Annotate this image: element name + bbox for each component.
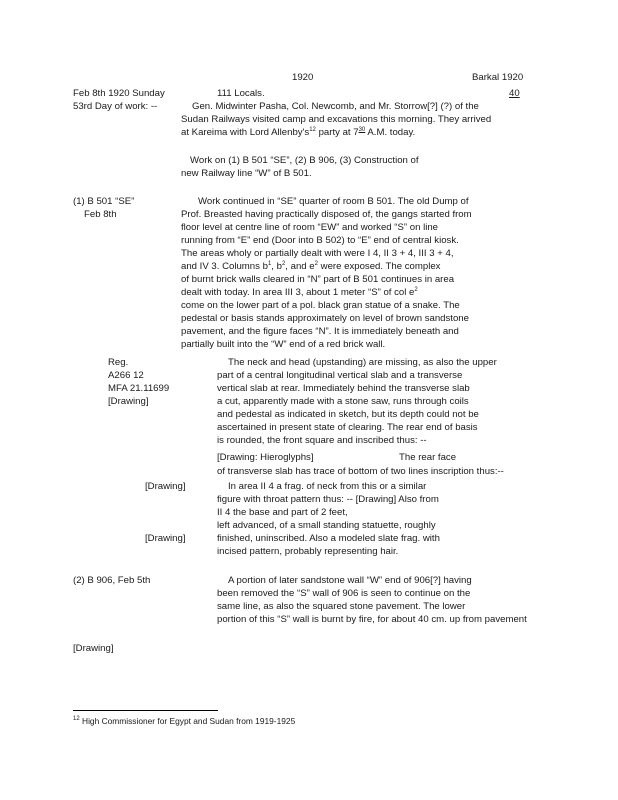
margin-reg: Reg. bbox=[108, 357, 129, 368]
s2-line: A portion of later sandstone wall “W” end of 906[?] having bbox=[228, 575, 472, 586]
section2-label: (2) B 906, Feb 5th bbox=[73, 575, 151, 586]
margin-mfa-number: MFA 21.11699 bbox=[108, 383, 170, 394]
s1-p5-line: incised pattern, probably representing hair. bbox=[217, 546, 399, 557]
rear-face-text: The rear face bbox=[399, 452, 457, 463]
margin-reg-number: A266 12 bbox=[108, 370, 144, 381]
s1-p4-line: is rounded, the front square and inscribed thus: -- bbox=[217, 435, 427, 446]
s1-line: pavement, and the figure faces “N”. It is immediately beneath and bbox=[181, 326, 459, 337]
page-number: 40 bbox=[509, 88, 520, 99]
visit-line-3: at Kareima with Lord $Allenby's^{12}$ party at $7^{30}$ A.M. today. bbox=[181, 127, 416, 138]
margin-drawing: [Drawing] bbox=[108, 396, 149, 407]
s1-p4-line: part of a central longitudinal vertical slab and a transverse bbox=[217, 370, 463, 381]
work-on-line-2: new Railway line “W” of B 501. bbox=[181, 168, 312, 179]
header-year: 1920 bbox=[292, 72, 314, 83]
s1-line: partially built into the “W” end of a red brick wall. bbox=[181, 339, 386, 350]
bottom-drawing: [Drawing] bbox=[73, 643, 114, 654]
header-place-year: Barkal 1920 bbox=[472, 72, 524, 83]
entry-date: Feb 8th 1920 Sunday bbox=[73, 88, 165, 99]
s1-columns-line: and IV 3. Columns $b^1$, $b^2$, and $e^2$ were exposed. The complex bbox=[181, 261, 441, 272]
s2-line: been removed the “S” wall of 906 is seen to continue on the bbox=[217, 588, 471, 599]
locals-count: 111 Locals. bbox=[217, 88, 265, 99]
s1-line: Prof. Breasted having practically disposed of, the gangs started from bbox=[181, 209, 472, 220]
s2-line: same line, as also the squared stone pavement. The lower bbox=[217, 601, 466, 612]
s1-p4-line: of transverse slab has trace of bottom of two lines inscription thus:-- bbox=[217, 466, 504, 477]
hieroglyph-drawing: [Drawing: Hieroglyphs] bbox=[217, 452, 314, 463]
visit-line-1: Gen. Midwinter Pasha, Col. Newcomb, and Mr. Storrow[?] (?) of the bbox=[192, 101, 479, 112]
footnote-rule bbox=[73, 710, 218, 711]
footnote: $^{12}$ High Commissioner for Egypt and Sudan from 1919-1925 bbox=[73, 716, 296, 726]
s1-line: come on the lower part of a pol. black gran statue of a snake. The bbox=[181, 300, 460, 311]
visit-line-2: Sudan Railways visited camp and excavations this morning. They arrived bbox=[181, 114, 492, 125]
margin-drawing: [Drawing] bbox=[145, 481, 186, 492]
s1-line: The areas wholy or partially dealt with were I 4, II 3 + 4, III 3 + 4, bbox=[181, 248, 454, 259]
s1-line: Work continued in “SE” quarter of room B 501. The old Dump of bbox=[198, 196, 469, 207]
s2-line: portion of this “S” wall is burnt by fire, for about 40 cm. up from pavement bbox=[217, 614, 527, 625]
s1-p4-line: vertical slab at rear. Immediately behind the transverse slab bbox=[217, 383, 470, 394]
margin-drawing: [Drawing] bbox=[145, 533, 186, 544]
s1-p5-line: In area II 4 a frag. of neck from this or a similar bbox=[228, 481, 427, 492]
work-on-line-1: Work on (1) B 501 “SE”, (2) B 906, (3) Construction of bbox=[190, 155, 419, 166]
section1-date: Feb 8th bbox=[84, 209, 117, 220]
s1-p4-line: ascertained in present state of clearing. The rear end of basis bbox=[217, 422, 478, 433]
s1-p5-line: finished, uninscribed. Also a modeled slate frag. with bbox=[217, 533, 440, 544]
s1-line: pedestal or basis stands approximately on level of brown sandstone bbox=[181, 313, 469, 324]
s1-line: floor level at centre line of room “EW” and worked “S” on line bbox=[181, 222, 439, 233]
s1-col-e-line: dealt with today. In area III 3, about 1 meter “S” of col $e^2$ bbox=[181, 287, 418, 298]
s1-line: running from “E” end (Door into B 502) to “E” end of central kiosk. bbox=[181, 235, 459, 246]
workday-label: 53rd Day of work: -- bbox=[73, 101, 158, 112]
s1-p5-line: II 4 the base and part of 2 feet, bbox=[217, 507, 348, 518]
s1-p5-line: left advanced, of a small standing statuette, roughly bbox=[217, 520, 436, 531]
s1-p5-line: figure with throat pattern thus: -- [Drawing] Also from bbox=[217, 494, 439, 505]
s1-p4-line: and pedestal as indicated in sketch, but its depth could not be bbox=[217, 409, 479, 420]
s1-line: of burnt brick walls cleared in “N” part of B 501 continues in area bbox=[181, 274, 455, 285]
s1-p4-line: a cut, apparently made with a stone saw, runs through coils bbox=[217, 396, 469, 407]
footnote-ref: 12 bbox=[309, 127, 316, 133]
s1-p4-line: The neck and head (upstanding) are missing, as also the upper bbox=[228, 357, 497, 368]
section1-label: (1) B 501 “SE” bbox=[73, 196, 135, 207]
